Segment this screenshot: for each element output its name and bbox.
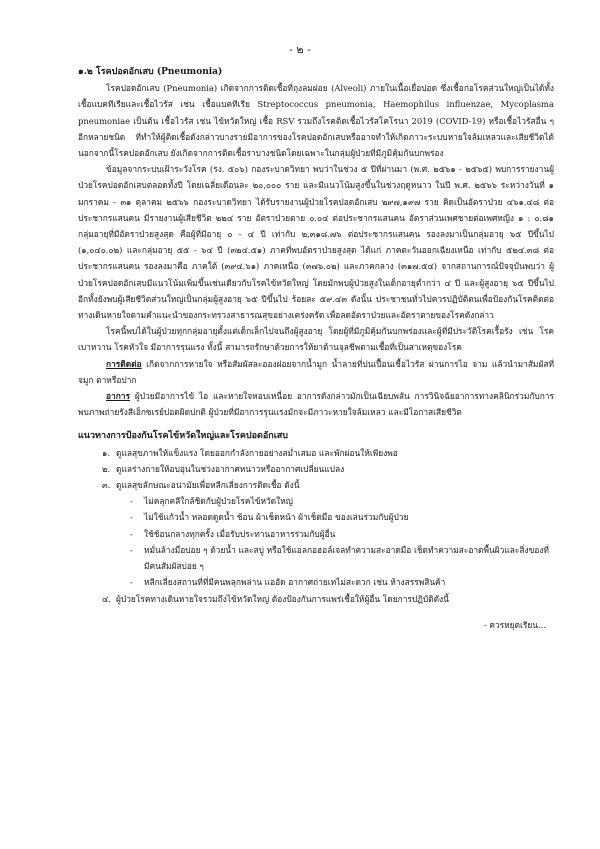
list-item: ๒. ดูแลร่างกายให้อบอุ่นในช่วงอากาศหนาวหรืออากาศเปลี่ยนแปลง xyxy=(102,463,345,474)
list-item: ๔. ผู้ป่วยโรคทางเดินหายใจรวมถึงไข้หวัดใหญ่ ต้องป้องกันการแพร่เชื้อให้ผู้อื่น โดยการปฏิบัติดังนี้ xyxy=(102,593,449,604)
list-item: - ไม่ใช้แก้วน้ำ หลอดดูดน้ำ ช้อน ผ้าเช็ดหน้า ผ้าเช็ดมือ ของเล่นร่วมกับผู้ป่วย xyxy=(144,509,554,525)
list-item: - ไม่คลุกคลีใกล้ชิดกับผู้ป่วยโรคไข้หวัดใหญ่ xyxy=(144,493,554,509)
list-item: - ใช้ช้อนกลางทุกครั้ง เมื่อรับประทานอาหารร่วมกับผู้อื่น xyxy=(144,526,554,542)
symptoms-paragraph xyxy=(78,388,554,420)
pneumonia-paragraph-3: โรคนี้พบได้ในผู้ป่วยทุกกลุ่มอายุตั้งแต่เด็กเล็กไปจนถึงผู้สูงอายุ โดยผู้ที่มีภูมิคุ้มกันบกพร่องและผู้ที่มีประวัติโรคเรื้อรัง เช่น โรคเบาหวาน โรคหัวใจ มีอาการรุนแรง ทั้งนี้ สามารถรักษาด้วยการให้ยาต้านจุลชีพตามเชื้อที่เป็นสาเหตุของโรค xyxy=(78,326,554,353)
symptoms-text: ผู้ป่วยมีอาการไข้ ไอ และหายใจหอบเหนื่อย อาการดังกล่าวมักเป็นเฉียบพลัน การวินิจฉัยอาการทางคลินิกร่วมกับการพบภาพถ่ายรังสีเอ็กซเรย์ปอดผิดปกติ ผู้ป่วยที่มีอาการรุนแรงมักจะมีภาวะหายใจล้มเหลว และมีโอกาสเสียชีวิต xyxy=(78,391,554,418)
prevention-list-continued xyxy=(78,591,554,607)
symptoms-label: อาการ xyxy=(106,391,131,402)
document-body xyxy=(78,64,554,633)
transmission-paragraph xyxy=(78,356,554,388)
section-heading-pneumonia: ๑.๒ โรคปอดอักเสบ (Pneumonia) xyxy=(78,67,223,77)
list-item: - หมั่นล้างมือบ่อย ๆ ด้วยน้ำ และสบู่ หรือใช้แอลกอฮอล์เจลทำความสะอาดมือ เช็ดทำความสะอาดพื้นผิวและสิ่งของที่มีคนสัมผัสบ่อย ๆ xyxy=(144,542,554,574)
list-item: ๓. ดูแลสุขลักษณะอนามัยเพื่อหลีกเลี่ยงการติดเชื้อ ดังนี้ xyxy=(102,480,300,491)
list-item: ๑. ดูแลสุขภาพให้แข็งแรง โดยออกกำลังกายอย่างสม่ำเสมอ และพักผ่อนให้เพียงพอ xyxy=(102,447,398,458)
transmission-label: การติดต่อ xyxy=(106,358,142,369)
prevention-list xyxy=(78,445,554,494)
prevention-heading: แนวทางการป้องกันโรคไข้หวัดใหญ่และโรคปอดอักเสบ xyxy=(78,431,288,442)
continuation-note: - ควรหยุดเรียน... xyxy=(483,619,546,630)
pneumonia-paragraph-1: โรคปอดอักเสบ (Pneumonia) เกิดจากการติดเชื้อที่ถุงลมฝอย (Alveoli) ภายในเนื้อเยื่อปอด ซึ่งเชื้อก่อโรคส่วนใหญ่เป็นได้ทั้งเชื้อแบคทีเรียและเชื้อไวรัส เช่น เชื้อแบคทีเรีย Streptococcus pneumonia, Haemophilus influenzae, Mycoplasma pneumoniae เป็นต้น เชื้อไวรัส เช่น ไข้หวัดใหญ่ เชื้อ RSV รวมถึงโรคติดเชื้อไวรัสโคโรนา 2019 (COVID-19) หรือเชื้อไวรัสอื่น ๆ อีกหลายชนิด ที่ทำให้ผู้ติดเชื้อดังกล่าวบางรายมีอาการของโรคปอดอักเสบหรืออาจทำให้เกิดภาวะระบบหายใจล้มเหลวและเสียชีวิตได้ นอกจากนี้โรคปอดอักเสบ ยังเกิดจากการติดเชื้อราบางชนิดโดยเฉพาะในกลุ่มผู้ป่วยที่มีภูมิคุ้มกันบกพร่อง xyxy=(78,83,554,159)
transmission-text: เกิดจากการหายใจ หรือสัมผัสละอองฝอยจากน้ำมูก น้ำลายที่ปนเปื้อนเชื้อไวรัส ผ่านการไอ จาม แล้วนำมาสัมผัสที่จมูก ตาหรือปาก xyxy=(78,358,554,385)
hygiene-sub-list xyxy=(78,493,554,590)
page-number: - ๒ - xyxy=(289,43,311,56)
pneumonia-paragraph-2: ข้อมูลจากระบบเฝ้าระวังโรค (รง. ๕๐๖) กองระบาดวิทยา พบว่าในช่วง ๕ ปีที่ผ่านมา (พ.ศ. ๒๕๖๑ - ๒๕๖๕) พบการรายงานผู้ป่วยโรคปอดอักเสบตลอดทั้งปี โดยเฉลี่ยเดือนละ ๒๐,๐๐๐ ราย และมีแนวโน้มสูงขึ้นในช่วงฤดูหนาว ในปี พ.ศ. ๒๕๖๖ ระหว่างวันที่ ๑ มกราคม - ๓๑ ตุลาคม ๒๕๖๖ กองระบาดวิทยา ได้รับรายงานผู้ป่วยโรคปอดอักเสบ ๒๙๗,๑๙๗ ราย คิดเป็นอัตราป่วย ๔๖๑.๔๘ ต่อประชากรแสนคน มีรายงานผู้เสียชีวิต ๒๒๔ ราย อัตราป่วยตาย ๐.๐๔ ต่อประชากรแสนคน อัตราส่วนเพศชายต่อเพศหญิง ๑ : ๐.๘๑ กลุ่มอายุที่มีอัตราป่วยสูงสุด คือผู้ที่มีอายุ ๐ - ๔ ปี เท่ากับ ๒,๓๑๘.๗๖ ต่อประชากรแสนคน รองลงมาเป็นกลุ่มอายุ ๖๕ ปีขึ้นไป (๑,๐๔๐.๐๒) และกลุ่มอายุ ๕๕ - ๖๔ ปี (๓๒๔.๕๑) ภาคที่พบอัตราป่วยสูงสุด ได้แก่ ภาคตะวันออกเฉียงเหนือ เท่ากับ ๕๒๔.๓๘ ต่อประชากรแสนคน รองลงมาคือ ภาคใต้ (๓๙๔.๖๑) ภาคเหนือ (๓๗๖.๐๒) และภาคกลาง (๓๑๗.๕๔) จากสถานการณ์ปัจจุบันพบว่า ผู้ป่วยโรคปอดอักเสบมีแนวโน้มเพิ่มขึ้นเช่นเดียวกับโรคไข้หวัดใหญ่ โดยมักพบผู้ป่วยสูงในเด็กอายุต่ำกว่า ๔ ปี และผู้สูงอายุ ๖๕ ปีขึ้นไป อีกทั้งยังพบผู้เสียชีวิตส่วนใหญ่เป็นกลุ่มผู้สูงอายุ ๖๕ ปีขึ้นไป ร้อยละ ๕๙.๔๓ ดังนั้น ประชาชนทั่วไปควรปฏิบัติตนเพื่อป้องกันโรคติดต่อทางเดินหายใจตามคำแนะนำของกระทรวงสาธารณสุขอย่างเคร่งครัด เพื่อลดอัตราป่วยและอัตราตายของโรคดังกล่าว xyxy=(78,164,554,321)
list-item: - หลีกเลี่ยงสถานที่ที่มีคนพลุกพล่าน แออัด อากาศถ่ายเทไม่สะดวก เช่น ห้างสรรพสินค้า xyxy=(144,574,554,590)
